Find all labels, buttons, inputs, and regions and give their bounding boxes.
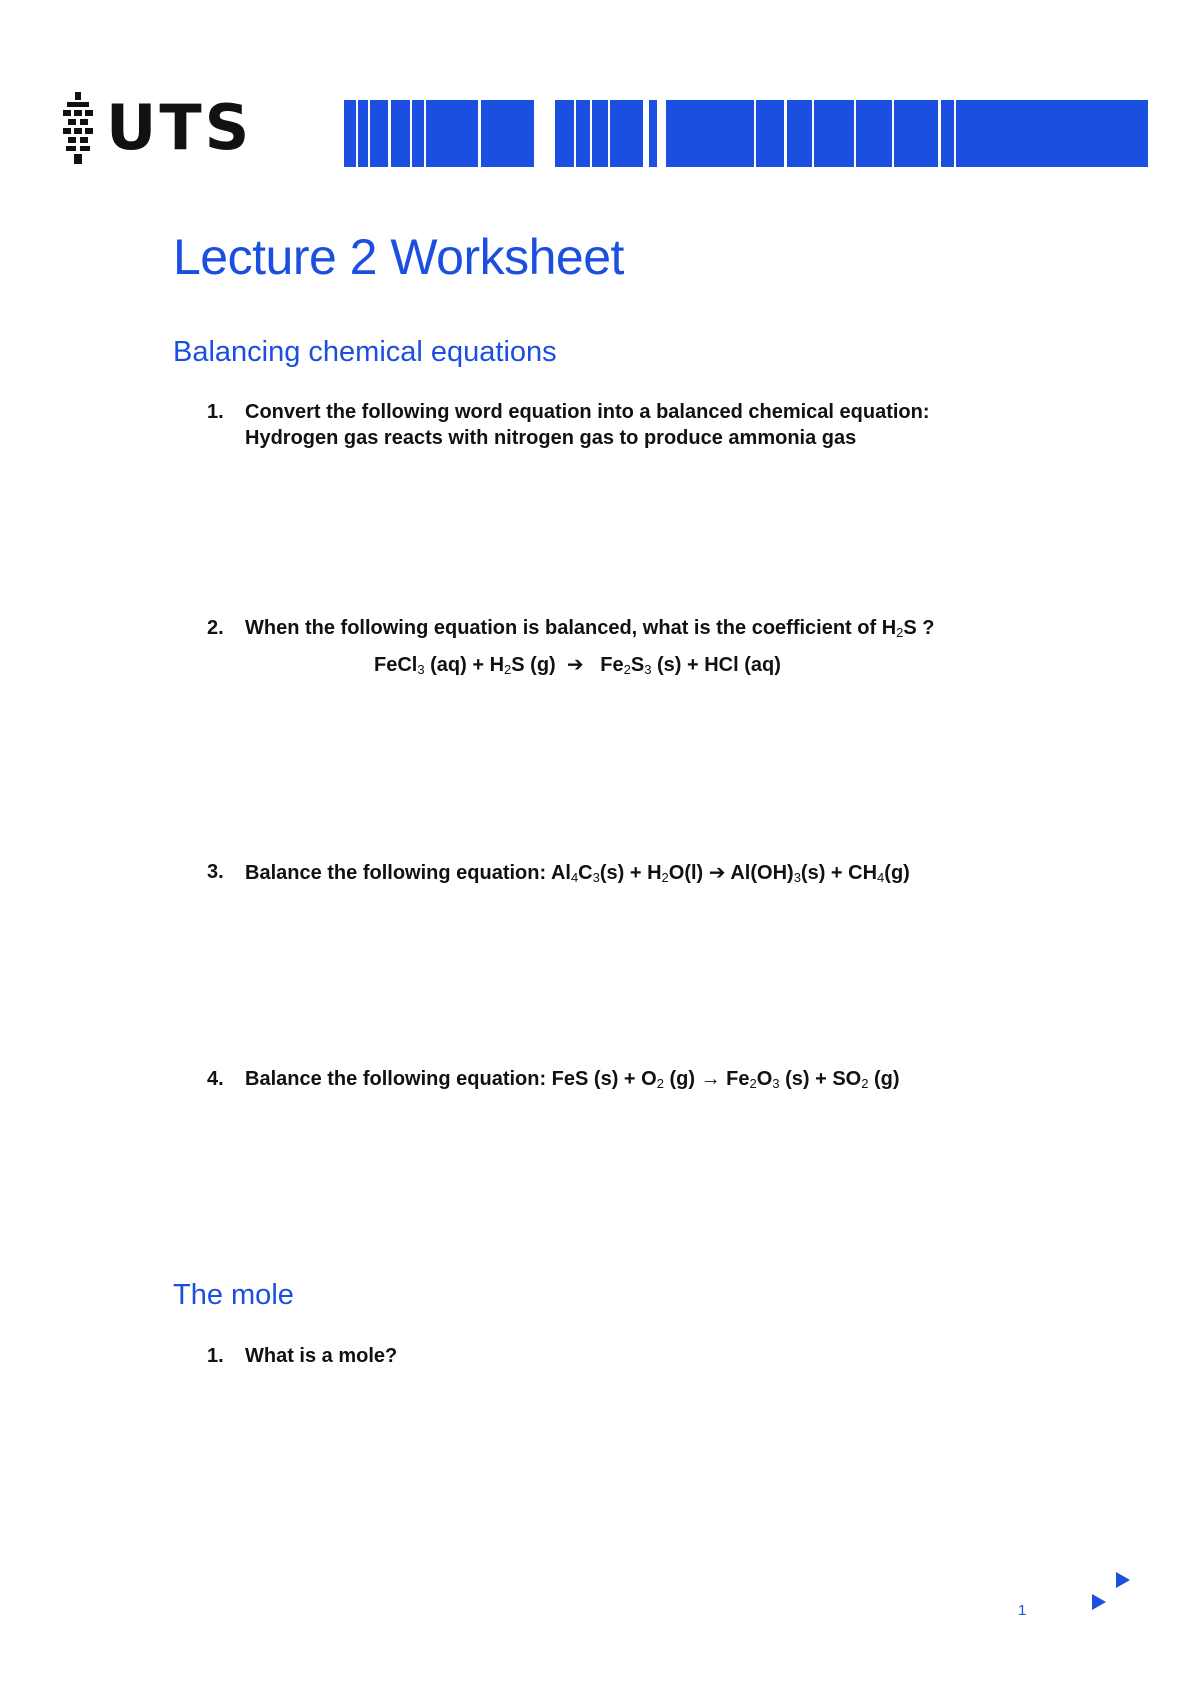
question-number: 3. [207,861,224,883]
question-mole-1 [207,1343,397,1369]
question-text: When the following equation is balanced, what is the coefficient of H [245,617,897,639]
play-triangle-icon [1116,1572,1130,1588]
arrow-icon: ➔ [708,860,726,884]
question-balancing-4: 4. Balance the following equation: FeS $(s) + O_2$ $(g) \to Fe_2O_3$ $(s) + SO_2$ (g) [207,1068,900,1091]
page-title: Lecture 2 Worksheet [173,229,624,285]
question-text: What is a mole? [245,1345,398,1367]
logo-text: UTS [106,91,253,164]
question-number: 1. [207,1345,224,1367]
question-balancing-2: 2. When the following equation is balanced, what is the coefficient of $H_2S$ ? [207,617,935,640]
question-text: Convert the following word equation into a balanced chemical equation: [245,401,930,423]
question-text: Hydrogen gas reacts with nitrogen gas to produce ammonia gas [245,427,857,449]
uts-crest-icon [58,92,98,164]
question-number: 1. [207,401,224,423]
question-number: 2. [207,617,224,639]
uts-logo [58,92,252,164]
section-heading-mole: The mole [173,1279,294,1311]
question-balancing-3: 3. Balance the following equation: $Al_4C_3(s) + H_2O(l)$ ➔ $Al(OH)_3(s) + CH_4(g)$ [207,860,910,885]
page-number: 1 [1018,1602,1027,1619]
question-balancing-1 [207,399,930,451]
play-triangle-icon [1092,1594,1106,1610]
barcode-banner-icon [344,100,1148,167]
question-number: 4. [207,1068,224,1090]
section-heading-balancing: Balancing chemical equations [173,336,557,368]
arrow-icon: ➔ [566,652,584,676]
equation-fecl3: FeCl$_3$ $(aq) + H_2S$ (g) ➔ $Fe_2S_3$ (s) + HCl (aq) [374,652,781,677]
